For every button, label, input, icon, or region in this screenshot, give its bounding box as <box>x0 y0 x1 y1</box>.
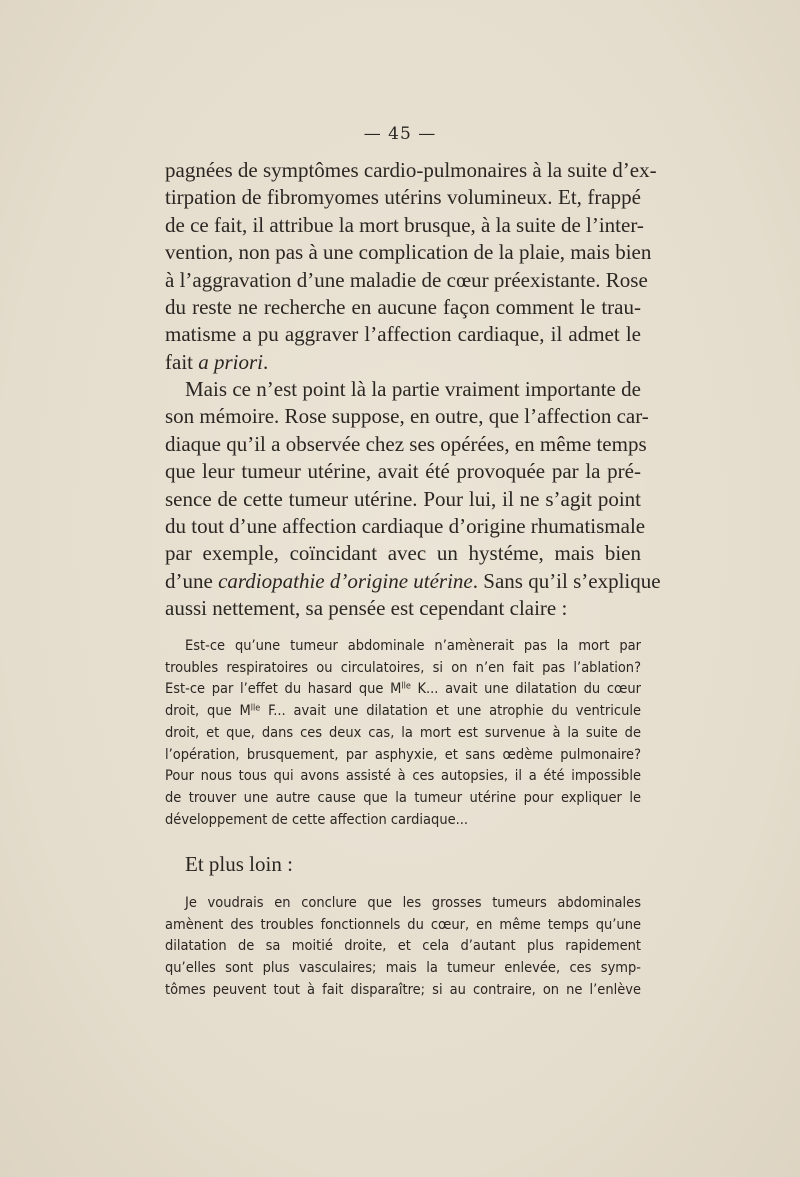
text-line: vention, non pas à une complication de la plaie, mais bien <box>165 240 652 265</box>
text-line: qu’elles sont plus vasculaires; mais la tumeur enlevée, ces symp- <box>165 960 641 977</box>
page-number: — 45 — <box>363 124 437 144</box>
text-line: droit, et que, dans ces deux cas, la mort est survenue à la suite de <box>165 724 641 741</box>
text-line: à l’aggravation d’une maladie de cœur préexistante. Rose <box>165 267 648 292</box>
text-line: tirpation de fibromyomes utérins volumineux. Et, frappé <box>165 185 641 210</box>
text-line: son mémoire. Rose suppose, en outre, que l’affection car- <box>165 404 649 429</box>
text-fragment: . Sans qu’il s’explique <box>472 568 661 593</box>
text-line <box>165 701 641 723</box>
paragraph-2 <box>165 376 661 623</box>
text-line: sence de cette tumeur utérine. Pour lui, il ne s’agit point <box>165 486 641 511</box>
text-line: pagnées de symptômes cardio-pulmonaires à la suite d’ex- <box>165 158 657 182</box>
text-line: du reste ne recherche en aucune façon comment le trau- <box>165 295 641 320</box>
text-line: par exemple, coïncidant avec un hystéme, mais bien <box>165 541 641 566</box>
text-line: Pour nous tous qui avons assisté à ces autopsies, il a été impossible <box>165 768 641 785</box>
text-line: de ce fait, il attribue la mort brusque, à la suite de l’inter- <box>165 212 644 237</box>
text-fragment: K... avait une dilatation du cœur <box>410 681 641 698</box>
block-quote-1 <box>165 636 641 831</box>
text-line: Je voudrais en conclure que les grosses tumeurs abdominales <box>185 895 641 911</box>
text-fragment: Est-ce par l’effet du hasard que M <box>165 681 402 698</box>
text-line: diaque qu’il a observée chez ses opérées, en même temps <box>165 431 647 456</box>
text-fragment: F... avait une dilatation et une atrophie du ventricule <box>260 703 641 720</box>
superscript: lle <box>401 681 411 692</box>
superscript: lle <box>250 703 261 714</box>
paragraph-1 <box>165 157 657 376</box>
text-fragment: d’une <box>165 568 219 593</box>
text-line: Mais ce n’est point là la partie vraiment importante de <box>185 377 641 401</box>
text-line <box>165 349 641 376</box>
text-line: amènent des troubles fonctionnels du cœur, en même temps qu’une <box>165 916 641 933</box>
text-line: troubles respiratoires ou circulatoires, si on n’en fait pas l’ablation? <box>165 659 641 676</box>
text-line: l’opération, brusquement, par asphyxie, et sans œdème pulmonaire? <box>165 746 641 763</box>
text-fragment: droit, que M <box>165 703 251 720</box>
text-line <box>165 568 661 595</box>
text-line: que leur tumeur utérine, avait été provoquée par la pré- <box>165 459 641 484</box>
italic-phrase: a priori <box>198 349 263 374</box>
text-line: aussi nettement, sa pensée est cependant claire : <box>165 596 568 621</box>
text-line: de trouver une autre cause que la tumeur utérine pour expliquer le <box>165 789 641 806</box>
text-line <box>165 679 641 701</box>
text-line: du tout d’une affection cardiaque d’origine rhumatismale <box>165 514 646 539</box>
text-fragment: . <box>263 349 269 374</box>
text-line: tômes peuvent tout à fait disparaître; si au contraire, on ne l’enlève <box>165 981 641 998</box>
text-line: Est-ce qu’une tumeur abdominale n’amènerait pas la mort par <box>185 638 641 654</box>
text-line: matisme a pu aggraver l’affection cardiaque, il admet le <box>165 322 641 347</box>
text-line: développement de cette affection cardiaque... <box>165 811 469 828</box>
text-line: dilatation de sa moitié droite, et cela d’autant plus rapidement <box>165 938 641 955</box>
section-intro: Et plus loin : <box>185 852 293 876</box>
italic-phrase: cardiopathie d’origine utérine <box>218 568 473 593</box>
block-quote-2 <box>165 893 641 1002</box>
text-fragment: fait <box>165 349 199 374</box>
